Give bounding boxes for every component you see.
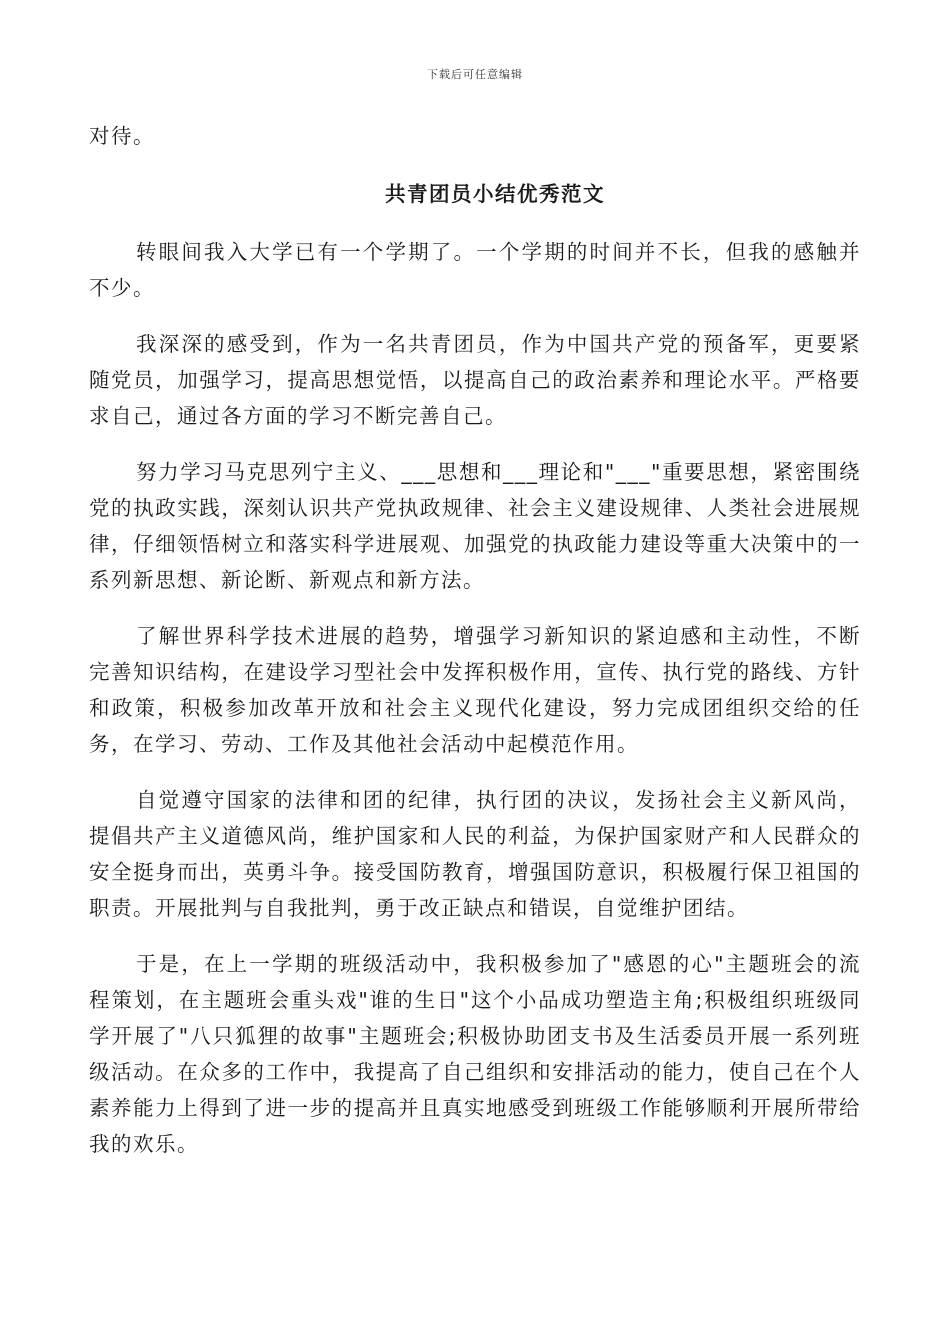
paragraph: 努力学习马克思列宁主义、___思想和___理论和"___"重要思想，紧密围绕党的执政实践，深刻认识共产党执政规律、社会主义建设规律、人类社会进展规律，仔细领悟树立和落实科学进展观、加强党的执政能力建设等重大决策中的一系列新思想、新论断、新观点和新方法。 <box>89 460 861 592</box>
paragraph: 我深深的感受到，作为一名共青团员，作为中国共产党的预备军，更要紧随党员，加强学习，提高思想觉悟，以提高自己的政治素养和理论水平。严格要求自己，通过各方面的学习不断完善自己。 <box>89 332 861 428</box>
paragraph: 自觉遵守国家的法律和团的纪律，执行团的决议，发扬社会主义新风尚，提倡共产主义道德风尚，维护国家和人民的利益，为保护国家财产和人民群众的安全挺身而出，英勇斗争。接受国防教育，增强国防意识，积极履行保卫祖国的职责。开展批判与自我批判，勇于改正缺点和错误，自觉维护团结。 <box>89 788 861 920</box>
paragraph: 了解世界科学技术进展的趋势，增强学习新知识的紧迫感和主动性，不断完善知识结构，在建设学习型社会中发挥积极作用，宣传、执行党的路线、方针和政策，积极参加改革开放和社会主义现代化建设，努力完成团组织交给的任务，在学习、劳动、工作及其他社会活动中起模范作用。 <box>89 624 861 756</box>
document-body <box>89 118 861 1182</box>
paragraph: 于是，在上一学期的班级活动中，我积极参加了"感恩的心"主题班会的流程策划，在主题班会重头戏"谁的生日"这个小品成功塑造主角;积极组织班级同学开展了"八只狐狸的故事"主题班会;积极协助团支书及生活委员开展一系列班级活动。在众多的工作中，我提高了自己组织和安排活动的能力，使自己在个人素养能力上得到了进一步的提高并且真实地感受到班级工作能够顺利开展所带给我的欢乐。 <box>89 952 861 1156</box>
document-title: 共青团员小结优秀范文 <box>385 182 605 206</box>
lead-text: 对待。 <box>89 124 155 148</box>
page-header: 下载后可任意编辑 <box>427 68 523 81</box>
paragraph: 转眼间我入大学已有一个学期了。一个学期的时间并不长，但我的感触并不少。 <box>89 240 861 300</box>
